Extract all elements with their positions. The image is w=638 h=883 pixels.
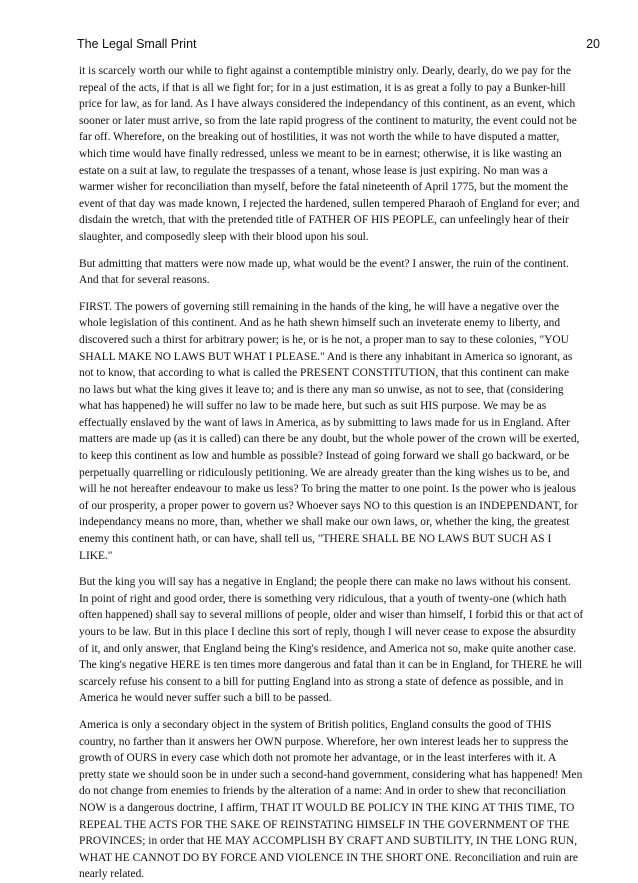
text-line: of our prosperity, a proper power to govern us? Whoever says NO to this question is an INDEPENDANT, for xyxy=(79,499,578,512)
text-line: scarcely refuse his consent to a bill for putting England into as strong a state of defence as possible, and in xyxy=(79,675,564,688)
text-line: effectually enslaved by the want of laws in America, as by submitting to laws made for us in England. After xyxy=(79,416,571,429)
text-line: disdain the wretch, that with the pretended title of FATHER OF HIS PEOPLE, can unfeelingly hear of their xyxy=(79,214,569,227)
text-line: it is scarcely worth our while to fight against a contemptible ministry only. Dearly, dearly, do we pay for the xyxy=(79,65,571,77)
text-line: The king's negative HERE is ten times more dangerous and fatal than it can be in England, for THERE he will xyxy=(79,659,583,672)
text-line: But the king you will say has a negative in England; the people there can make no laws without his consent. xyxy=(79,576,571,589)
text-line: perpetually quarrelling or ridiculously petitioning. We are already greater than the king wishes us to be, and xyxy=(79,466,570,479)
text-line: often happened) shall say to several millions of people, older and wiser than himself, I forbid this or that act of xyxy=(79,609,584,622)
text-line: to keep this continent as low and humble as possible? Instead of going forward we shall go backward, or be xyxy=(79,450,570,463)
paragraph xyxy=(79,63,603,246)
text-line: independancy means no more, than, whether we shall make our own laws, or, whether the king, the greatest xyxy=(79,516,570,529)
text-line: But admitting that matters were now made up, what would be the event? I answer, the ruin of the continent. xyxy=(79,257,569,270)
text-line: LIKE." xyxy=(79,549,113,562)
text-line: America he would never suffer such a bill to be passed. xyxy=(79,692,332,705)
text-line: yours to be law. But in this place I decline this sort of reply, though I will never cease to expose the absurdity xyxy=(79,626,577,638)
body-text xyxy=(79,63,603,883)
text-line: country, no farther than it answers her OWN purpose. Wherefore, her own interest leads her to suppress the xyxy=(79,735,569,748)
text-line: FIRST. The powers of governing still remaining in the hands of the king, he will have a negative over the xyxy=(79,300,560,313)
text-line: estate on a suit at law, to regulate the trespasses of a tenant, whose lease is just expiring. No man was a xyxy=(79,164,548,177)
text-line: PROVINCES; in order that HE MAY ACCOMPLISH BY CRAFT AND SUBTILITY, IN THE LONG RUN, xyxy=(79,835,578,848)
text-line: warmer wisher for reconciliation than myself, before the fatal nineteenth of April 1775, but the moment the xyxy=(79,181,569,194)
text-line: no laws but what the king gives it leave to; and is there any man so unwise, as not to see, that (considering xyxy=(79,383,564,396)
text-line: far off. Wherefore, on the breaking out of hostilities, it was not worth the while to have disputed a matter, xyxy=(79,131,560,144)
text-line: SHALL MAKE NO LAWS BUT WHAT I PLEASE." And is there any inhabitant in America so ignorant, as xyxy=(79,350,573,363)
text-line: WHAT HE CANNOT DO BY FORCE AND VIOLENCE IN THE SHORT ONE. Reconciliation and ruin are xyxy=(79,851,578,864)
text-line: In point of right and good order, there is something very ridiculous, that a youth of twenty-one (which hath xyxy=(79,592,567,605)
text-line: event of that day was made known, I rejected the hardened, sullen tempered Pharaoh of England for ever; and xyxy=(79,197,580,210)
text-line: And that for several reasons. xyxy=(79,274,210,287)
paragraph xyxy=(79,299,603,565)
text-line: enemy this continent hath, or can have, shall tell us, "THERE SHALL BE NO LAWS BUT SUCH AS I xyxy=(79,533,552,546)
paragraph xyxy=(79,574,603,707)
text-line: sooner or later must arrive, so from the late rapid progress of the continent to maturity, the event could not be xyxy=(79,114,577,127)
text-line: discovered such a thirst for arbitrary power; is he, or is he not, a proper man to say to these colonies, "YOU xyxy=(79,333,569,346)
text-line: whole legislation of this continent. And as he hath shewn himself such an inveterate enemy to liberty, and xyxy=(79,317,561,330)
text-line: what has happened) he will suffer no law to be made here, but such as suit HIS purpose. We may be as xyxy=(79,400,547,413)
page-header xyxy=(77,37,600,55)
text-line: do not change from enemies to friends by the alteration of a name: And in order to shew that reconciliation xyxy=(79,785,566,798)
text-line: not to know, that according to what is called the PRESENT CONSTITUTION, that this continent can make xyxy=(79,367,570,380)
page-number: 20 xyxy=(586,37,600,51)
text-line: REPEAL THE ACTS FOR THE SAKE OF REINSTATING HIMSELF IN THE GOVERNMENT OF THE xyxy=(79,818,570,831)
text-line: which time would have finally redressed, unless we meant to be in earnest; otherwise, it is like wasting an xyxy=(79,147,562,160)
text-line: repeal of the acts, if that is all we fight for; for in a just estimation, it is as great a folly to pay a Bunker-hill xyxy=(79,81,566,94)
text-line: growth of OURS in every case which doth not promote her advantage, or in the least interferes with it. A xyxy=(79,752,557,765)
text-line: NOW is a dangerous doctrine, I affirm, THAT IT WOULD BE POLICY IN THE KING AT THIS TIME, TO xyxy=(79,801,575,814)
text-line: of it, and only answer, that England being the King's residence, and America not so, make quite another case. xyxy=(79,642,577,655)
paragraph xyxy=(79,256,603,289)
document-title: The Legal Small Print xyxy=(77,37,197,51)
paragraph xyxy=(79,717,603,883)
text-line: nearly related. xyxy=(79,868,145,881)
text-line: pretty state we should soon be in under such a second-hand government, considering what has happened! Men xyxy=(79,768,583,781)
text-line: matters are made up (as it is called) can there be any doubt, but the whole power of the crown will be exerted, xyxy=(79,433,580,446)
text-line: will he not hereafter endeavour to make us less? To bring the matter to one point. Is the power who is jealous xyxy=(79,483,576,496)
text-line: America is only a secondary object in the system of British politics, England consults the good of THIS xyxy=(79,718,552,731)
text-line: slaughter, and composedly sleep with their blood upon his soul. xyxy=(79,230,369,243)
text-line: price for law, as for land. As I have always considered the independancy of this continent, as an event, which xyxy=(79,98,576,111)
